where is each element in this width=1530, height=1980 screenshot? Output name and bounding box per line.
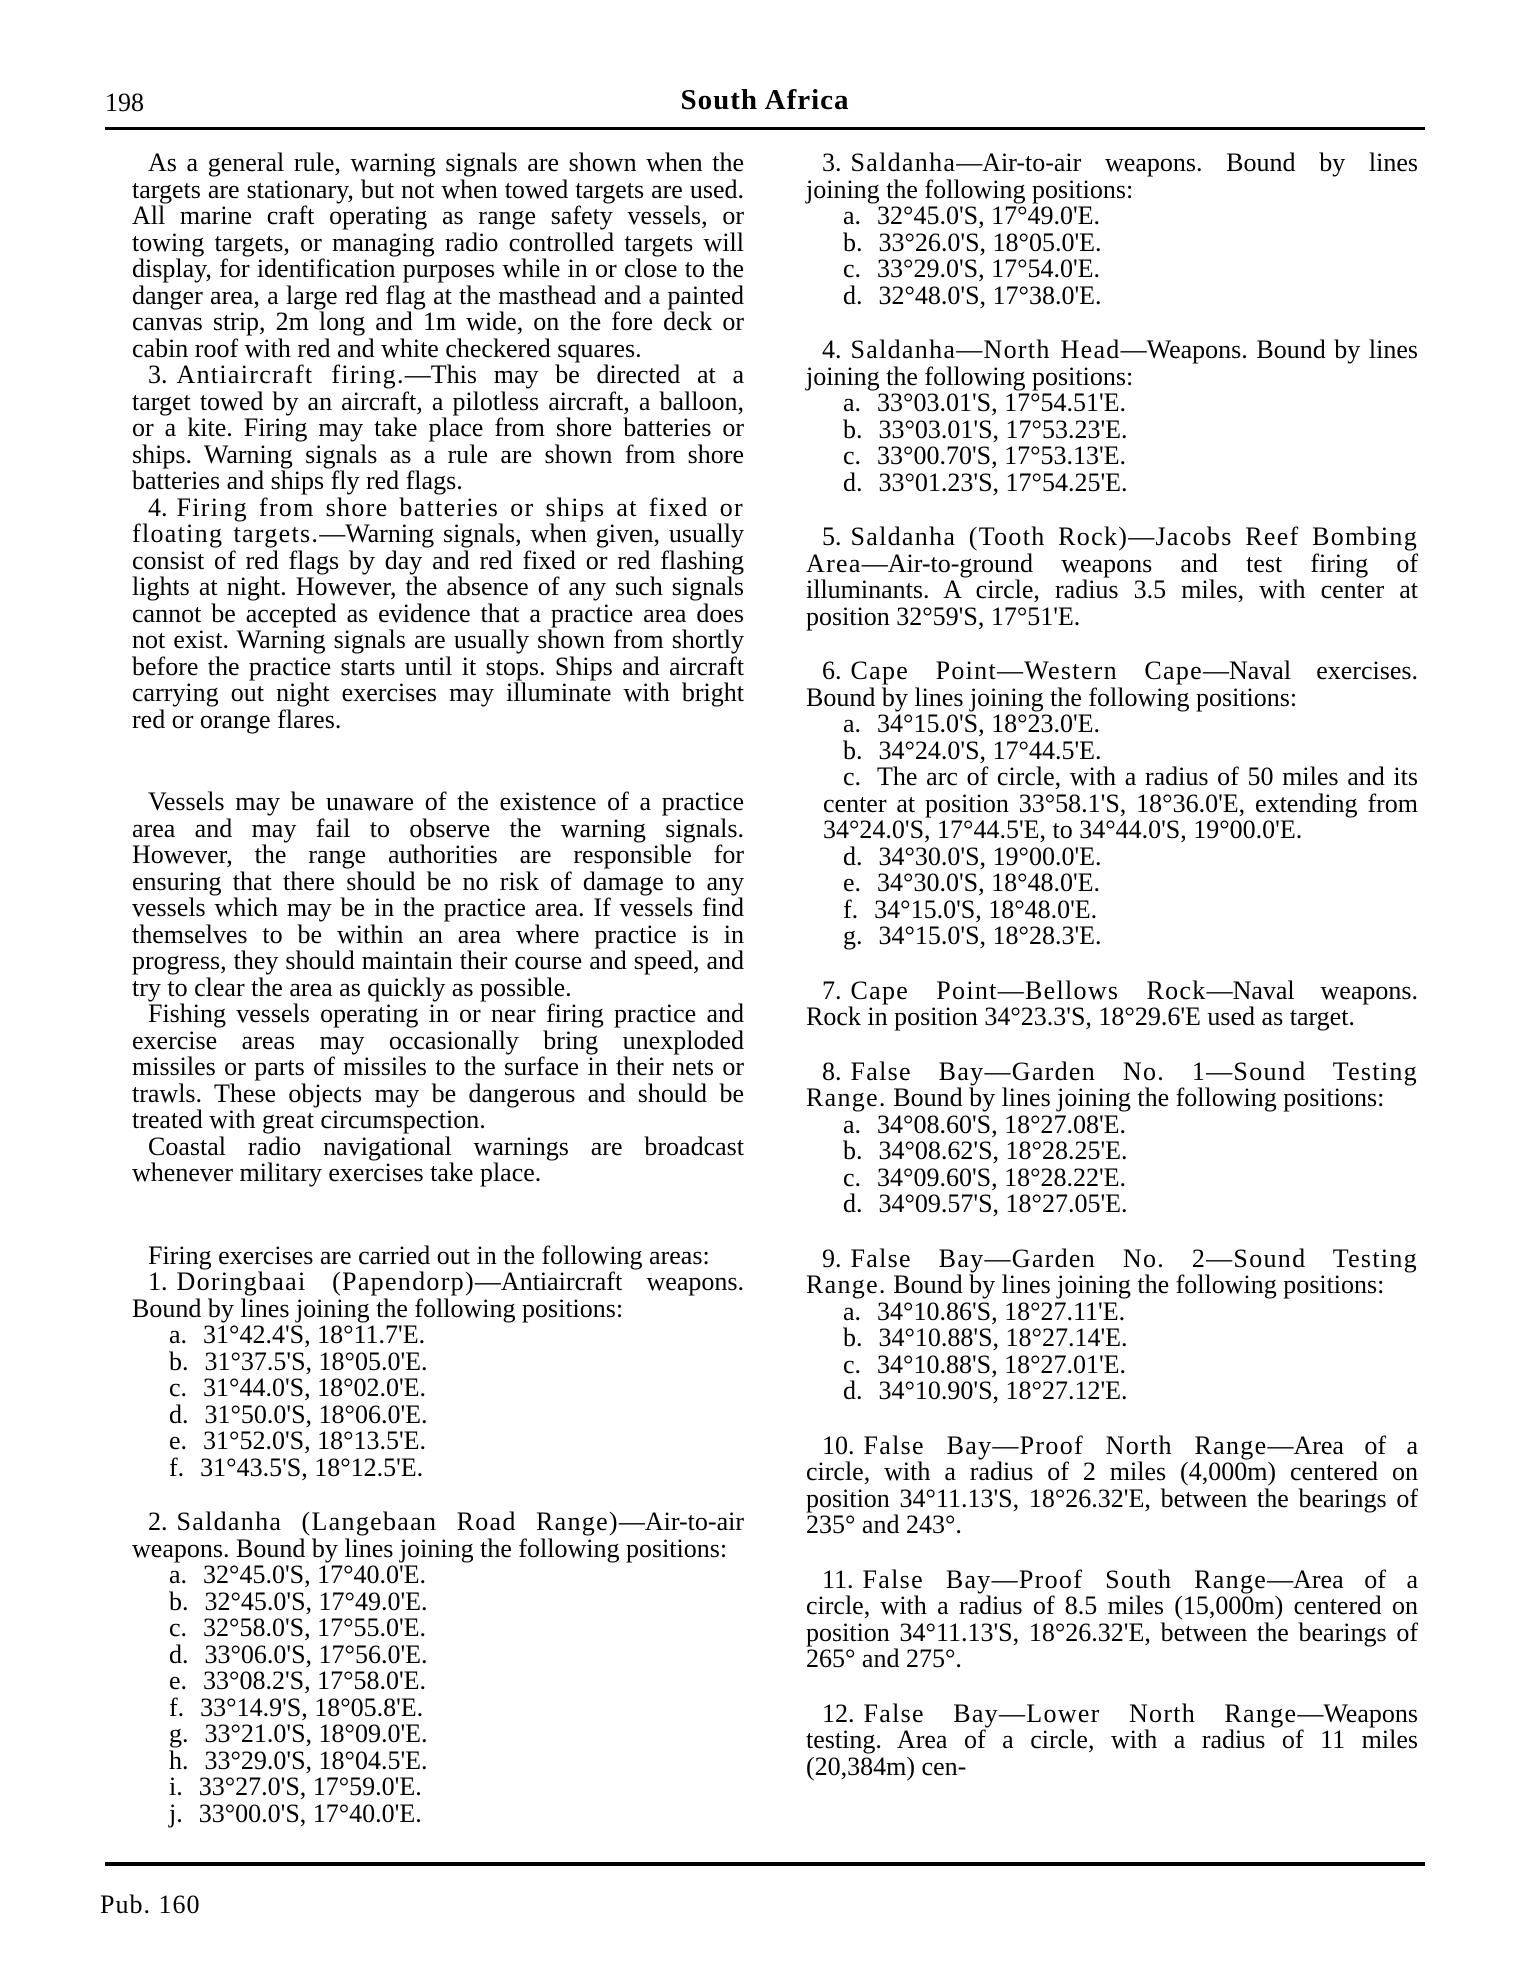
- coordinate-letter: c.: [843, 762, 862, 791]
- area-item: [806, 524, 1418, 630]
- area-name: Saldanha: [850, 148, 957, 177]
- item-text: —Air-to-air weapons. Bound by lines joining the following positions:: [132, 1507, 744, 1563]
- coordinate-letter: d.: [843, 841, 863, 871]
- section-gap: [806, 950, 1418, 978]
- coordinate-letter: a.: [843, 201, 862, 230]
- item-number: 4.: [148, 492, 168, 522]
- coordinate-letter: a.: [169, 1320, 188, 1349]
- section-gap: [806, 309, 1418, 337]
- coordinate-letter: b.: [843, 1136, 863, 1165]
- item-number: 3.: [822, 148, 842, 177]
- coordinate-value: 33°29.0'S, 18°04.5'E.: [204, 1745, 428, 1775]
- section-gap: [806, 1539, 1418, 1567]
- coordinate-value: 33°03.01'S, 17°53.23'E.: [878, 414, 1128, 444]
- coordinate-value: 33°29.0'S, 17°54.0'E.: [877, 254, 1101, 283]
- coordinate-value: 33°26.0'S, 18°05.0'E.: [878, 227, 1102, 257]
- coordinate-line: [132, 1375, 744, 1402]
- coordinate-line: [806, 764, 1418, 844]
- coordinate-line: [132, 1745, 744, 1775]
- running-title: South Africa: [680, 84, 850, 116]
- coordinate-line: [806, 203, 1418, 230]
- coordinate-letter: c.: [169, 1613, 188, 1642]
- coordinate-value: 32°48.0'S, 17°38.0'E.: [878, 280, 1102, 310]
- coordinate-line: [806, 414, 1418, 444]
- item-number: 4.: [822, 335, 842, 364]
- coordinate-value: 33°03.01'S, 17°54.51'E.: [877, 388, 1127, 417]
- coordinate-letter: h.: [169, 1745, 189, 1775]
- coordinate-value: 34°15.0'S, 18°48.0'E.: [874, 894, 1098, 924]
- coordinate-line: [132, 1615, 744, 1642]
- item-number: 1.: [148, 1267, 168, 1296]
- coordinate-value: 31°43.5'S, 18°12.5'E.: [200, 1452, 424, 1482]
- coordinate-line: [806, 1191, 1418, 1218]
- coordinate-line: [806, 443, 1418, 470]
- area-name: False Bay—Lower North Range: [863, 1698, 1298, 1728]
- item-number: 11.: [822, 1564, 854, 1594]
- coordinate-letter: b.: [169, 1346, 189, 1376]
- coordinate-value: 32°45.0'S, 17°40.0'E.: [203, 1560, 427, 1589]
- item-number: 9.: [822, 1243, 842, 1273]
- coordinate-value: 33°00.70'S, 17°53.13'E.: [877, 441, 1127, 470]
- page-header: [105, 84, 1425, 120]
- coordinate-line: [132, 1562, 744, 1589]
- item-text: —Weapons testing. Area of a circle, with a radius of 11 miles (20,384m) cen-: [806, 1698, 1418, 1781]
- area-item: [806, 1430, 1418, 1539]
- publication-number: Pub. 160: [100, 1890, 201, 1919]
- area-item: [806, 337, 1418, 390]
- coordinate-line: [132, 1346, 744, 1376]
- area-item: [806, 150, 1418, 203]
- coordinate-line: [132, 1322, 744, 1349]
- coordinate-value: 34°15.0'S, 18°23.0'E.: [877, 709, 1101, 738]
- coordinate-line: [806, 1162, 1418, 1192]
- coordinate-line: [806, 256, 1418, 283]
- item-number: 2.: [148, 1507, 168, 1536]
- coordinate-letter: a.: [843, 388, 862, 417]
- item-text: Bound by lines joining the following positions:: [886, 1083, 1385, 1112]
- text-columns: [132, 150, 1418, 1827]
- section-gap: [806, 1218, 1418, 1246]
- area-name: False Bay—Garden No. 1—Sound Testing Range.: [806, 1056, 1418, 1112]
- coordinate-value: 34°24.0'S, 17°44.5'E.: [878, 735, 1102, 765]
- section-gap: [132, 733, 744, 789]
- coordinate-value: 33°21.0'S, 18°09.0'E.: [204, 1719, 428, 1748]
- coordinate-value: 31°52.0'S, 18°13.5'E.: [203, 1426, 427, 1455]
- coordinate-letter: i.: [169, 1772, 183, 1801]
- coordinate-value: 34°08.62'S, 18°28.25'E.: [878, 1136, 1128, 1165]
- right-column: [806, 150, 1418, 1827]
- area-item: [806, 658, 1418, 711]
- coordinate-value: 33°27.0'S, 17°59.0'E.: [198, 1772, 422, 1801]
- item-number: 12.: [822, 1698, 855, 1728]
- coordinate-value: 33°00.0'S, 17°40.0'E.: [198, 1798, 422, 1828]
- coordinate-line: [132, 1452, 744, 1482]
- area-name: Doringbaai (Papendorp): [176, 1267, 475, 1296]
- coordinate-value: 34°10.88'S, 18°27.14'E.: [878, 1323, 1128, 1352]
- coordinate-value: 32°58.0'S, 17°55.0'E.: [203, 1613, 427, 1642]
- area-item: [132, 1509, 744, 1562]
- coordinate-letter: e.: [843, 868, 862, 897]
- coordinate-value: 34°09.57'S, 18°27.05'E.: [878, 1189, 1128, 1218]
- coordinate-letter: d.: [843, 1376, 863, 1405]
- coordinate-line: [132, 1692, 744, 1722]
- coordinate-value: 34°30.0'S, 19°00.0'E.: [878, 841, 1102, 871]
- item-text: —Naval weapons. Rock in position 34°23.3'S, 18°29.6'E used as target.: [806, 975, 1418, 1031]
- coordinate-letter: a.: [843, 709, 862, 738]
- coordinate-line: [806, 227, 1418, 257]
- coordinate-line: [806, 390, 1418, 417]
- area-item: [132, 362, 744, 495]
- coordinate-letter: d.: [843, 467, 863, 497]
- coordinate-value: 31°42.4'S, 18°11.7'E.: [203, 1320, 426, 1349]
- coordinate-line: [806, 923, 1418, 950]
- paragraph: As a general rule, warning signals are shown when the targets are stationary, but not when towed targets are used. All marine craft operating as range safety vessels, or towing targets, or managing radio controlled targets will display, for identification purposes while in or close to the danger area, a large red flag at the masthead and a painted canvas strip, 2m long and 1m wide, on the fore deck or cabin roof with red and white checkered squares.: [132, 148, 744, 363]
- coordinate-letter: b.: [169, 1586, 189, 1616]
- coordinate-value: 33°06.0'S, 17°56.0'E.: [204, 1639, 428, 1669]
- coordinate-value: 31°37.5'S, 18°05.0'E.: [204, 1346, 428, 1376]
- coordinate-line: [132, 1668, 744, 1695]
- coordinate-line: [806, 1138, 1418, 1165]
- coordinate-line: [132, 1774, 744, 1801]
- area-item: [806, 1243, 1418, 1299]
- coordinate-letter: g.: [169, 1719, 189, 1748]
- paragraph: Firing exercises are carried out in the following areas:: [148, 1240, 710, 1270]
- paragraph: Coastal radio navigational warnings are broadcast whenever military exercises take place.: [132, 1131, 744, 1187]
- section-gap: [806, 496, 1418, 524]
- item-text: Bound by lines joining the following positions:: [886, 1270, 1385, 1299]
- coordinate-letter: c.: [843, 1162, 862, 1192]
- section-gap: [806, 630, 1418, 658]
- area-name: Saldanha (Tooth Rock)—Jacobs Reef Bombing Area: [806, 522, 1418, 578]
- coordinate-value: The arc of circle, with a radius of 50 miles and its center at position 33°58.1'S, 18°36.0'E, extending from 34°24.0'S, 17°44.5'E, to 34°44.0'S, 19°00.0'E.: [823, 762, 1418, 844]
- left-column: [132, 150, 744, 1827]
- coordinate-value: 34°10.90'S, 18°27.12'E.: [878, 1376, 1128, 1405]
- area-name: Cape Point—Bellows Rock: [850, 975, 1207, 1005]
- coordinate-line: [806, 1325, 1418, 1352]
- area-name: Cape Point—Western Cape: [850, 656, 1203, 685]
- coordinate-letter: j.: [169, 1798, 183, 1828]
- coordinate-value: 32°45.0'S, 17°49.0'E.: [877, 201, 1101, 230]
- section-gap: [132, 1187, 744, 1243]
- section-gap: [806, 1405, 1418, 1433]
- coordinate-line: [806, 280, 1418, 310]
- coordinate-letter: e.: [169, 1426, 188, 1455]
- coordinate-value: 31°50.0'S, 18°06.0'E.: [204, 1399, 428, 1429]
- coordinate-value: 33°14.9'S, 18°05.8'E.: [200, 1692, 424, 1722]
- area-name: False Bay—Proof South Range: [862, 1564, 1268, 1594]
- area-item: [806, 1698, 1418, 1781]
- section-gap: [806, 1673, 1418, 1701]
- item-number: 10.: [822, 1430, 855, 1460]
- coordinate-line: [806, 711, 1418, 738]
- coordinate-value: 31°44.0'S, 18°02.0'E.: [203, 1373, 427, 1402]
- coordinate-value: 33°08.2'S, 17°58.0'E.: [203, 1666, 427, 1695]
- area-item: [806, 1056, 1418, 1112]
- header-rule: [105, 127, 1425, 130]
- coordinate-letter: a.: [843, 1109, 862, 1139]
- coordinate-line: [132, 1798, 744, 1828]
- coordinate-line: [806, 894, 1418, 924]
- coordinate-line: [806, 1296, 1418, 1326]
- area-name: False Bay—Garden No. 2—Sound Testing Range.: [806, 1243, 1418, 1299]
- coordinate-line: [806, 841, 1418, 871]
- area-name: False Bay—Proof North Range: [863, 1430, 1268, 1460]
- coordinate-line: [132, 1586, 744, 1616]
- item-text: —Weapons. Bound by lines joining the following positions:: [806, 335, 1418, 391]
- coordinate-letter: b.: [843, 1323, 863, 1352]
- area-name: Antiaircraft firing.: [176, 360, 405, 389]
- item-text: —This may be directed at a target towed by an aircraft, a pilotless aircraft, a balloon, or a kite. Firing may take place from shore batteries or ships. Warning signals as a rule are shown from shore batteries and ships fly red flags.: [132, 360, 744, 495]
- area-item: [806, 1564, 1419, 1673]
- item-number: 7.: [822, 975, 842, 1005]
- item-text: —Warning signals, when given, usually consist of red flags by day and red fixed or red flashing lights at night. However, the absence of any such signals cannot be accepted as evidence that a practice area does not exist. Warning signals are usually shown from shortly before the practice starts until it stops. Ships and aircraft carrying out night exercises may illuminate with bright red or orange flares.: [132, 519, 744, 734]
- coordinate-line: [806, 1109, 1418, 1139]
- item-text: —Air-to-air weapons. Bound by lines joining the following positions:: [806, 148, 1418, 204]
- coordinate-value: 34°30.0'S, 18°48.0'E.: [877, 868, 1101, 897]
- coordinate-value: 32°45.0'S, 17°49.0'E.: [204, 1586, 428, 1616]
- section-gap: [132, 1481, 744, 1509]
- item-number: 8.: [822, 1056, 842, 1086]
- coordinate-letter: d.: [169, 1399, 189, 1429]
- coordinate-letter: b.: [843, 735, 863, 765]
- item-text: —Naval exercises. Bound by lines joining the following positions:: [806, 656, 1418, 712]
- coordinate-line: [132, 1721, 744, 1748]
- coordinate-line: [806, 1378, 1418, 1405]
- coordinate-letter: a.: [169, 1560, 188, 1589]
- coordinate-letter: d.: [169, 1639, 189, 1669]
- coordinate-line: [806, 870, 1418, 897]
- coordinate-letter: g.: [843, 921, 863, 950]
- coordinate-letter: c.: [843, 1349, 862, 1379]
- coordinate-letter: e.: [169, 1666, 188, 1695]
- coordinate-letter: a.: [843, 1296, 862, 1326]
- area-name: Saldanha—North Head: [850, 335, 1121, 364]
- coordinate-letter: f.: [169, 1452, 185, 1482]
- item-text: —Area of a circle, with a radius of 2 miles (4,000m) centered on position 34°11.13'S, 18°26.32'E, between the bearings of 235° and 243°.: [806, 1430, 1418, 1539]
- coordinate-value: 33°01.23'S, 17°54.25'E.: [878, 467, 1128, 497]
- item-number: 6.: [822, 656, 842, 685]
- coordinate-letter: b.: [843, 414, 863, 444]
- item-text: —Air-to-ground weapons and test firing of illuminants. A circle, radius 3.5 miles, with center at position 32°59'S, 17°51'E.: [806, 548, 1418, 631]
- area-name: Saldanha (Langebaan Road Range): [176, 1507, 619, 1536]
- footer-rule: [105, 1862, 1425, 1866]
- coordinate-letter: d.: [843, 280, 863, 310]
- item-number: 3.: [148, 360, 168, 389]
- area-item: [132, 1269, 744, 1322]
- coordinate-line: [806, 1349, 1418, 1379]
- paragraph: Fishing vessels operating in or near firing practice and exercise areas may occasionally bring unexploded missiles or parts of missiles to the surface in their nets or trawls. These objects may be dangerous and should be treated with great circumspection.: [132, 999, 744, 1134]
- area-name: Firing from shore batteries or ships at fixed or floating targets.: [132, 492, 744, 548]
- coordinate-letter: c.: [843, 254, 862, 283]
- coordinate-letter: b.: [843, 227, 863, 257]
- coordinate-letter: c.: [843, 441, 862, 470]
- item-text: —Area of a circle, with a radius of 8.5 miles (15,000m) centered on position 34°11.13'S, 18°26.32'E, between the bearings of 265° and 275°.: [806, 1564, 1419, 1673]
- section-gap: [806, 1031, 1418, 1059]
- coordinate-line: [132, 1639, 744, 1669]
- coordinate-value: 34°08.60'S, 18°27.08'E.: [877, 1109, 1127, 1139]
- coordinate-value: 34°10.86'S, 18°27.11'E.: [877, 1296, 1126, 1326]
- coordinate-line: [806, 735, 1418, 765]
- paragraph: Vessels may be unaware of the existence of a practice area and may fail to observe the warning signals. However, the range authorities are responsible for ensuring that there should be no risk of damage to any vessels which may be in the practice area. If vessels find themselves to be within an area where practice is in progress, they should maintain their course and speed, and try to clear the area as quickly as possible.: [132, 787, 744, 1002]
- coordinate-letter: f.: [169, 1692, 185, 1722]
- coordinate-letter: d.: [843, 1189, 863, 1218]
- area-item: [132, 492, 744, 734]
- coordinate-line: [132, 1428, 744, 1455]
- coordinate-line: [806, 467, 1418, 497]
- coordinate-value: 34°10.88'S, 18°27.01'E.: [877, 1349, 1127, 1379]
- item-number: 5.: [822, 522, 842, 551]
- coordinate-line: [132, 1399, 744, 1429]
- page-number: 198: [105, 88, 144, 117]
- coordinate-value: 34°15.0'S, 18°28.3'E.: [878, 921, 1102, 950]
- item-text: —Antiaircraft weapons. Bound by lines joining the following positions:: [132, 1267, 744, 1323]
- coordinate-value: 34°09.60'S, 18°28.22'E.: [877, 1162, 1127, 1192]
- area-item: [806, 975, 1418, 1031]
- coordinate-letter: c.: [169, 1373, 188, 1402]
- coordinate-letter: f.: [843, 894, 859, 924]
